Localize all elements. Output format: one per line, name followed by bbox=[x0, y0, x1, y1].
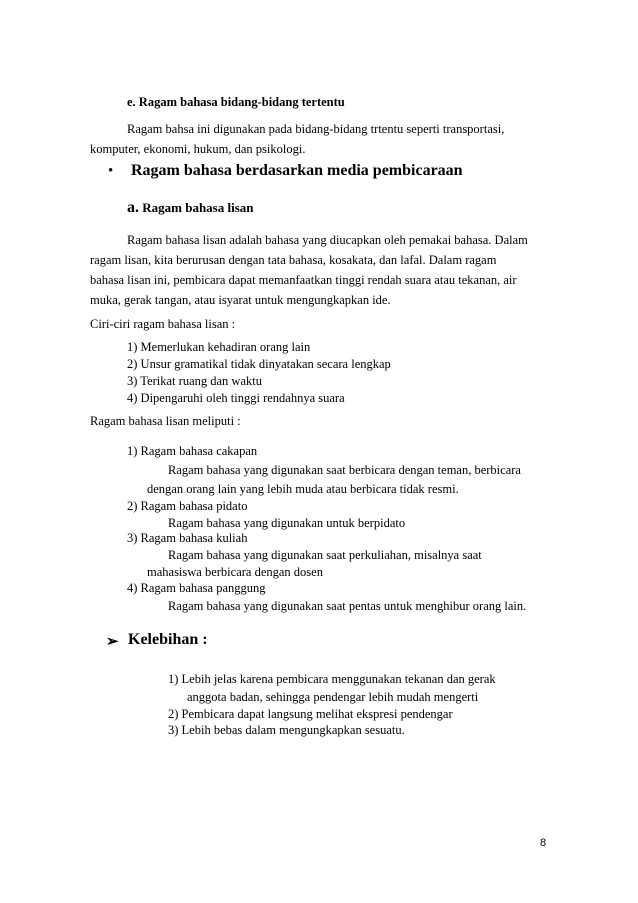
ciri-list-item: 3) Terikat ruang dan waktu bbox=[127, 374, 262, 388]
meliputi-intro: Ragam bahasa lisan meliputi : bbox=[90, 414, 241, 428]
kelebihan-list-item-continuation: anggota badan, sehingga pendengar lebih mudah mengerti bbox=[187, 690, 479, 704]
kelebihan-heading: Kelebihan : bbox=[128, 631, 208, 648]
section-a-heading bbox=[127, 200, 254, 216]
meliputi-item-title: 4) Ragam bahasa panggung bbox=[127, 581, 266, 595]
bullet-icon: • bbox=[108, 163, 114, 179]
meliputi-item-title: 1) Ragam bahasa cakapan bbox=[127, 444, 258, 458]
section-a-paragraph-line: muka, gerak tangan, atau isyarat untuk mengungkapkan ide. bbox=[90, 293, 391, 307]
meliputi-item-description: dengan orang lain yang lebih muda atau berbicara tidak resmi. bbox=[147, 482, 459, 496]
meliputi-item-description: Ragam bahasa yang digunakan saat perkuliahan, misalnya saat bbox=[168, 548, 482, 562]
kelebihan-list-item: 3) Lebih bebas dalam mengungkapkan sesuatu. bbox=[168, 723, 405, 737]
section-a-letter: a. bbox=[127, 199, 139, 216]
meliputi-item-description: Ragam bahasa yang digunakan saat berbicara dengan teman, berbicara bbox=[168, 463, 521, 477]
meliputi-item-title: 2) Ragam bahasa pidato bbox=[127, 499, 248, 513]
ciri-list-item: 1) Memerlukan kehadiran orang lain bbox=[127, 340, 311, 354]
page-number: 8 bbox=[540, 837, 547, 849]
arrow-bullet-icon: ➢ bbox=[106, 634, 119, 650]
section-a-paragraph-line: ragam lisan, kita berurusan dengan tata bahasa, kosakata, dan lafal. Dalam ragam bbox=[90, 253, 497, 267]
meliputi-item-description: Ragam bahasa yang digunakan untuk berpidato bbox=[168, 516, 406, 530]
ciri-intro: Ciri-ciri ragam bahasa lisan : bbox=[90, 317, 236, 331]
meliputi-item-description: mahasiswa berbicara dengan dosen bbox=[147, 565, 323, 579]
section-a-paragraph-line: bahasa lisan ini, pembicara dapat memanfaatkan tinggi rendah suara atau tekanan, air bbox=[90, 273, 517, 287]
kelebihan-list-item: 2) Pembicara dapat langsung melihat ekspresi pendengar bbox=[168, 707, 453, 721]
kelebihan-list-item: 1) Lebih jelas karena pembicara menggunakan tekanan dan gerak bbox=[168, 672, 496, 686]
media-heading: Ragam bahasa berdasarkan media pembicaraan bbox=[131, 162, 463, 179]
section-a-title: Ragam bahasa lisan bbox=[142, 200, 254, 215]
meliputi-item-title: 3) Ragam bahasa kuliah bbox=[127, 531, 248, 545]
ciri-list-item: 4) Dipengaruhi oleh tinggi rendahnya suara bbox=[127, 391, 345, 405]
ciri-list-item: 2) Unsur gramatikal tidak dinyatakan secara lengkap bbox=[127, 357, 391, 371]
section-a-paragraph-line: Ragam bahasa lisan adalah bahasa yang diucapkan oleh pemakai bahasa. Dalam bbox=[127, 233, 528, 247]
section-e-paragraph-line: Ragam bahsa ini digunakan pada bidang-bidang trtentu seperti transportasi, bbox=[127, 122, 505, 136]
meliputi-item-description: Ragam bahasa yang digunakan saat pentas untuk menghibur orang lain. bbox=[168, 599, 527, 613]
section-e-paragraph-line: komputer, ekonomi, hukum, dan psikologi. bbox=[90, 142, 306, 156]
section-e-heading: e. Ragam bahasa bidang-bidang tertentu bbox=[127, 95, 345, 109]
